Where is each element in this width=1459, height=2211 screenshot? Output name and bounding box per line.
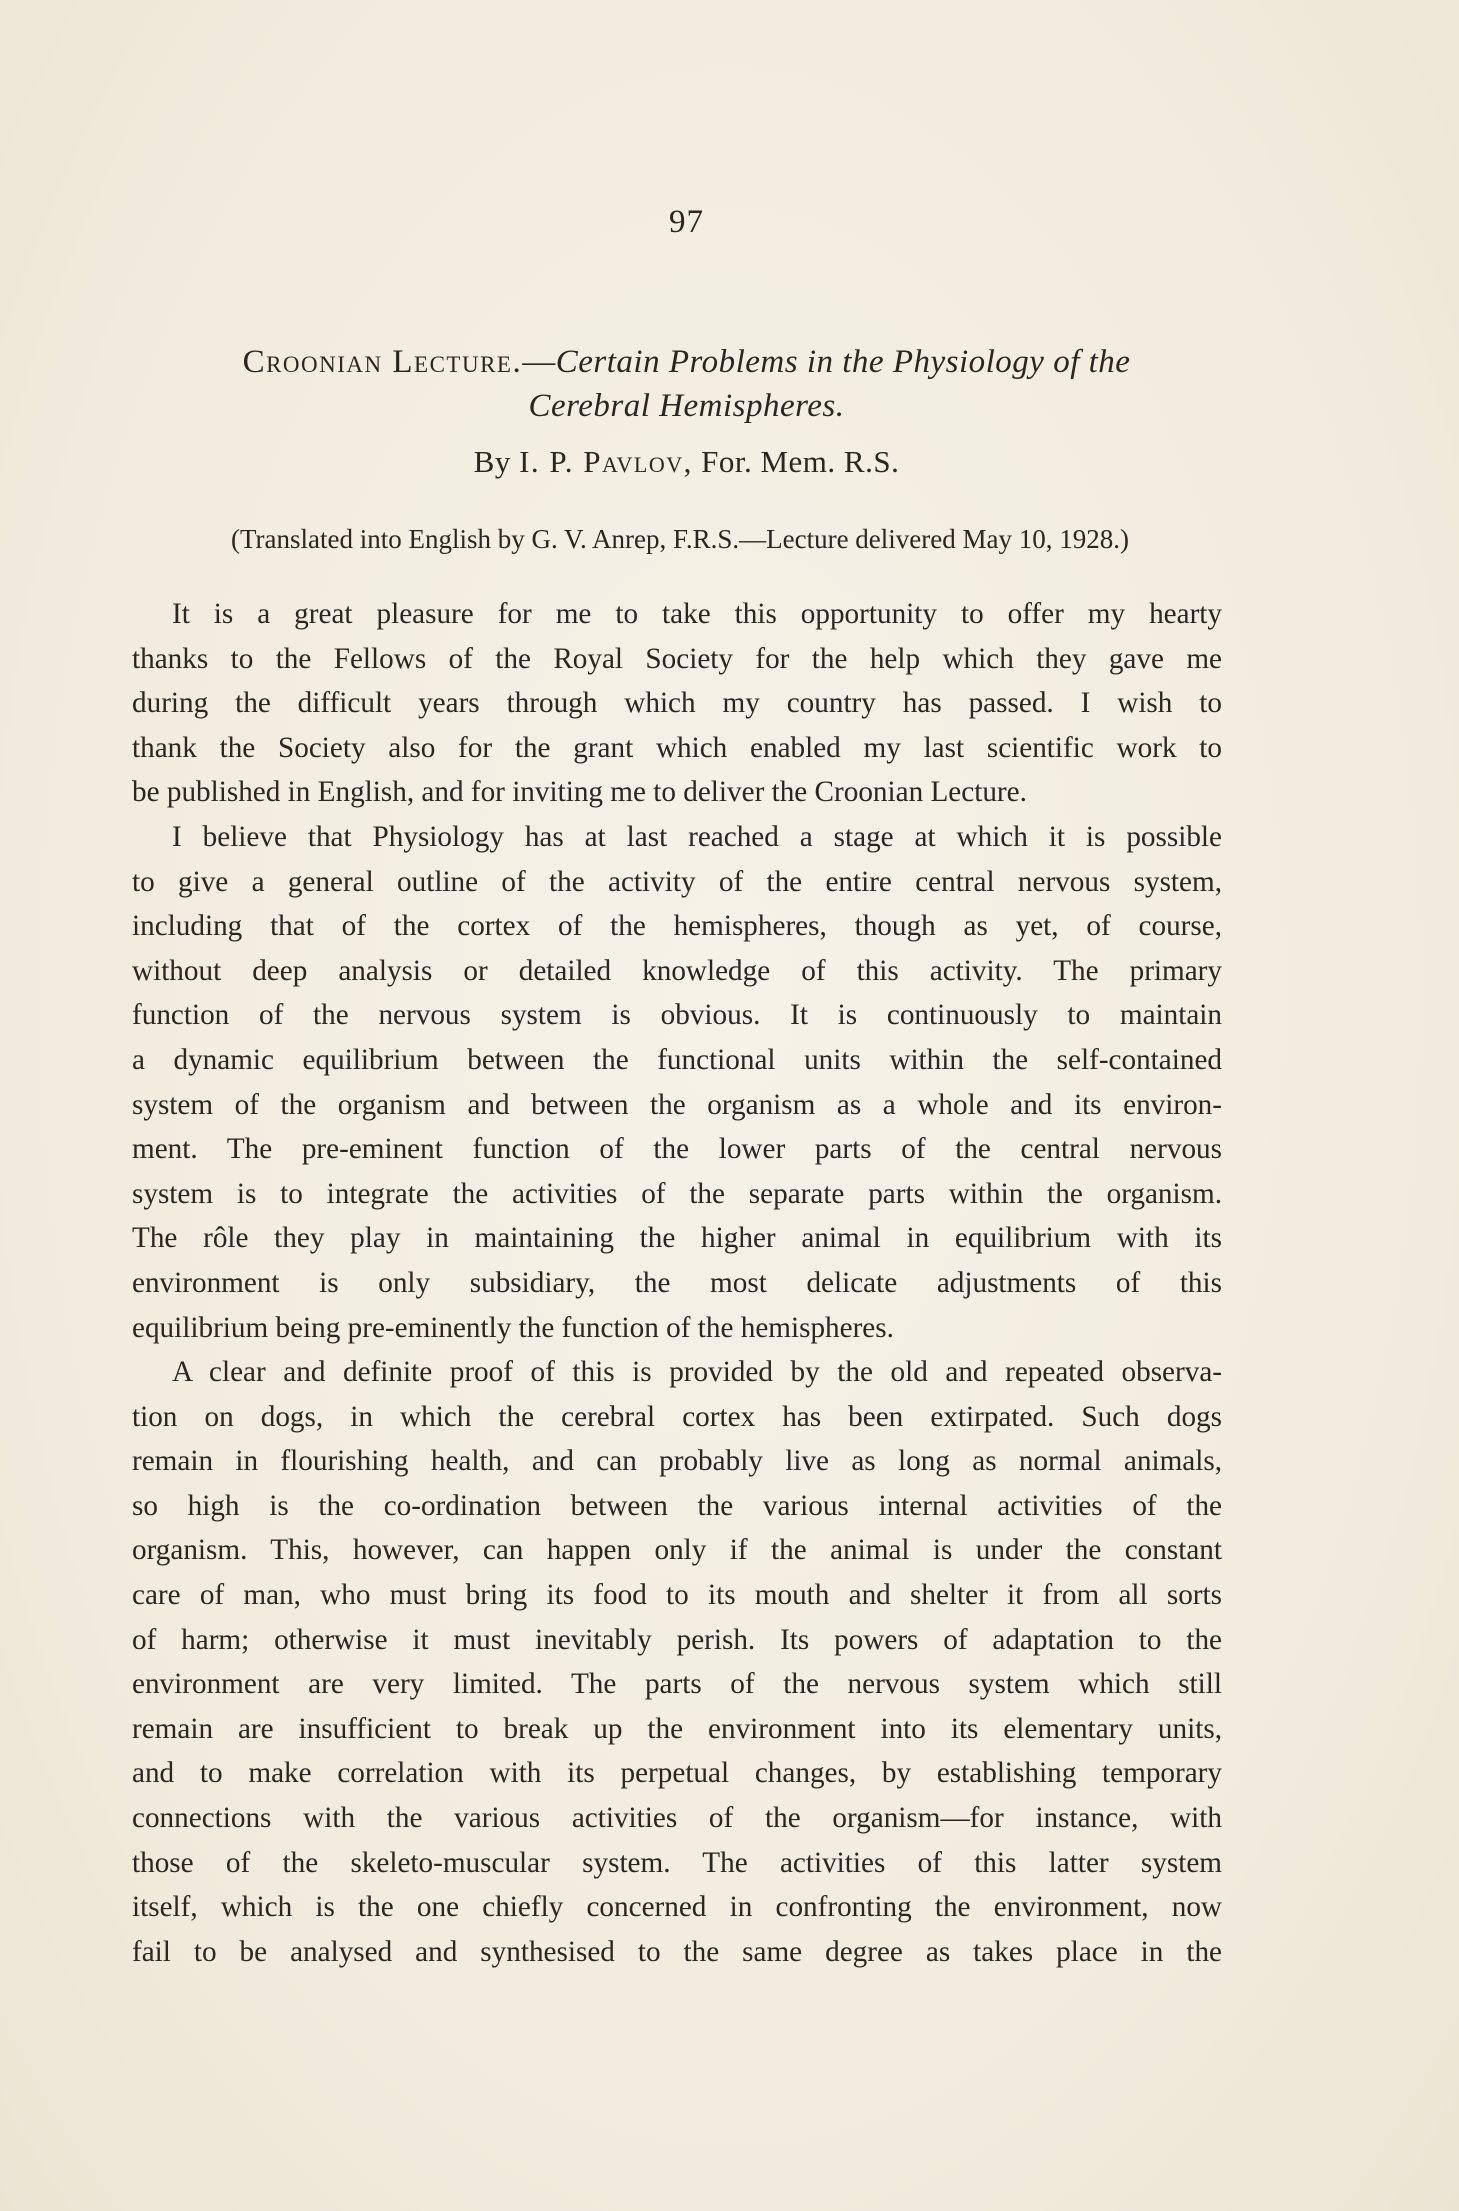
text-line: so high is the co-ordination between the various internal activities of the xyxy=(132,1489,1222,1522)
text-line: system of the organism and between the organism as a whole and its environ- xyxy=(132,1088,1222,1121)
text-line: remain are insufficient to break up the environment into its elementary units, xyxy=(132,1712,1222,1745)
text-line: of harm; otherwise it must inevitably perish. Its powers of adaptation to the xyxy=(132,1623,1222,1656)
text-line: organism. This, however, can happen only if the animal is under the constant xyxy=(132,1534,1222,1567)
title-block xyxy=(130,340,1243,484)
text-line: including that of the cortex of the hemispheres, though as yet, of course, xyxy=(132,910,1222,943)
title-dash: — xyxy=(522,344,556,380)
lecture-label: Croonian Lecture. xyxy=(242,344,523,380)
text-line: tion on dogs, in which the cerebral cortex has been extirpated. Such dogs xyxy=(132,1400,1222,1433)
title-part-2: Cerebral Hemispheres. xyxy=(528,388,845,424)
text-line: thanks to the Fellows of the Royal Society for the help which they gave me xyxy=(132,642,1222,675)
text-line: care of man, who must bring its food to its mouth and shelter it from all sorts xyxy=(132,1579,1222,1612)
text-line: fail to be analysed and synthesised to the same degree as takes place in the xyxy=(132,1935,1222,1968)
text-line: thank the Society also for the grant which enabled my last scientific work to xyxy=(132,731,1222,764)
text-line: The rôle they play in maintaining the higher animal in equilibrium with its xyxy=(132,1222,1222,1255)
text-line: those of the skeleto-muscular system. The activities of this latter system xyxy=(132,1846,1222,1879)
title-part-1: Certain Problems in the Physiology of the xyxy=(555,344,1131,380)
text-line: function of the nervous system is obvious. It is continuously to maintain xyxy=(132,999,1222,1032)
text-line: I believe that Physiology has at last reached a stage at which it is possible xyxy=(172,820,1222,853)
paragraph-2 xyxy=(132,815,1222,1350)
byline-by: By xyxy=(473,444,511,479)
text-line: It is a great pleasure for me to take this opportunity to offer my hearty xyxy=(172,598,1222,630)
text-line: connections with the various activities of the organism—for instance, with xyxy=(132,1802,1222,1835)
body-text xyxy=(132,592,1222,1974)
translation-note: (Translated into English by G. V. Anrep, F.R.S.—Lecture delivered May 10, 1928.) xyxy=(230,524,1129,554)
title-line-1 xyxy=(130,340,1243,384)
text-line: itself, which is the one chiefly concerned in confronting the environment, now xyxy=(132,1891,1222,1924)
text-line: without deep analysis or detailed knowledge of this activity. The primary xyxy=(132,954,1222,987)
text-line: remain in flourishing health, and can probably live as long as normal animals, xyxy=(132,1445,1222,1478)
author-affiliation: For. Mem. R.S. xyxy=(701,444,900,479)
title-line-2 xyxy=(130,384,1243,428)
text-line: a dynamic equilibrium between the functional units within the self-contained xyxy=(132,1043,1222,1076)
page-number: 97 xyxy=(669,204,704,240)
text-line: environment are very limited. The parts of the nervous system which still xyxy=(132,1668,1222,1701)
text-line: and to make correlation with its perpetual changes, by establishing temporary xyxy=(132,1757,1222,1790)
byline xyxy=(130,440,1243,484)
text-line: ment. The pre-eminent function of the lower parts of the central nervous xyxy=(132,1133,1222,1166)
text-line: during the difficult years through which my country has passed. I wish to xyxy=(132,687,1222,720)
text-line: system is to integrate the activities of the separate parts within the organism. xyxy=(132,1177,1222,1210)
text-line: environment is only subsidiary, the most delicate adjustments of this xyxy=(132,1266,1222,1299)
paragraph-1 xyxy=(132,592,1222,815)
paragraph-3 xyxy=(132,1350,1222,1974)
text-line: A clear and definite proof of this is provided by the old and repeated observa- xyxy=(172,1356,1222,1389)
text-line: equilibrium being pre-eminently the function of the hemispheres. xyxy=(132,1311,894,1344)
author-name: I. P. Pavlov, xyxy=(519,444,693,479)
text-line: be published in English, and for inviting me to deliver the Croonian Lecture. xyxy=(132,776,1027,809)
text-line: to give a general outline of the activity of the entire central nervous system, xyxy=(132,865,1222,898)
